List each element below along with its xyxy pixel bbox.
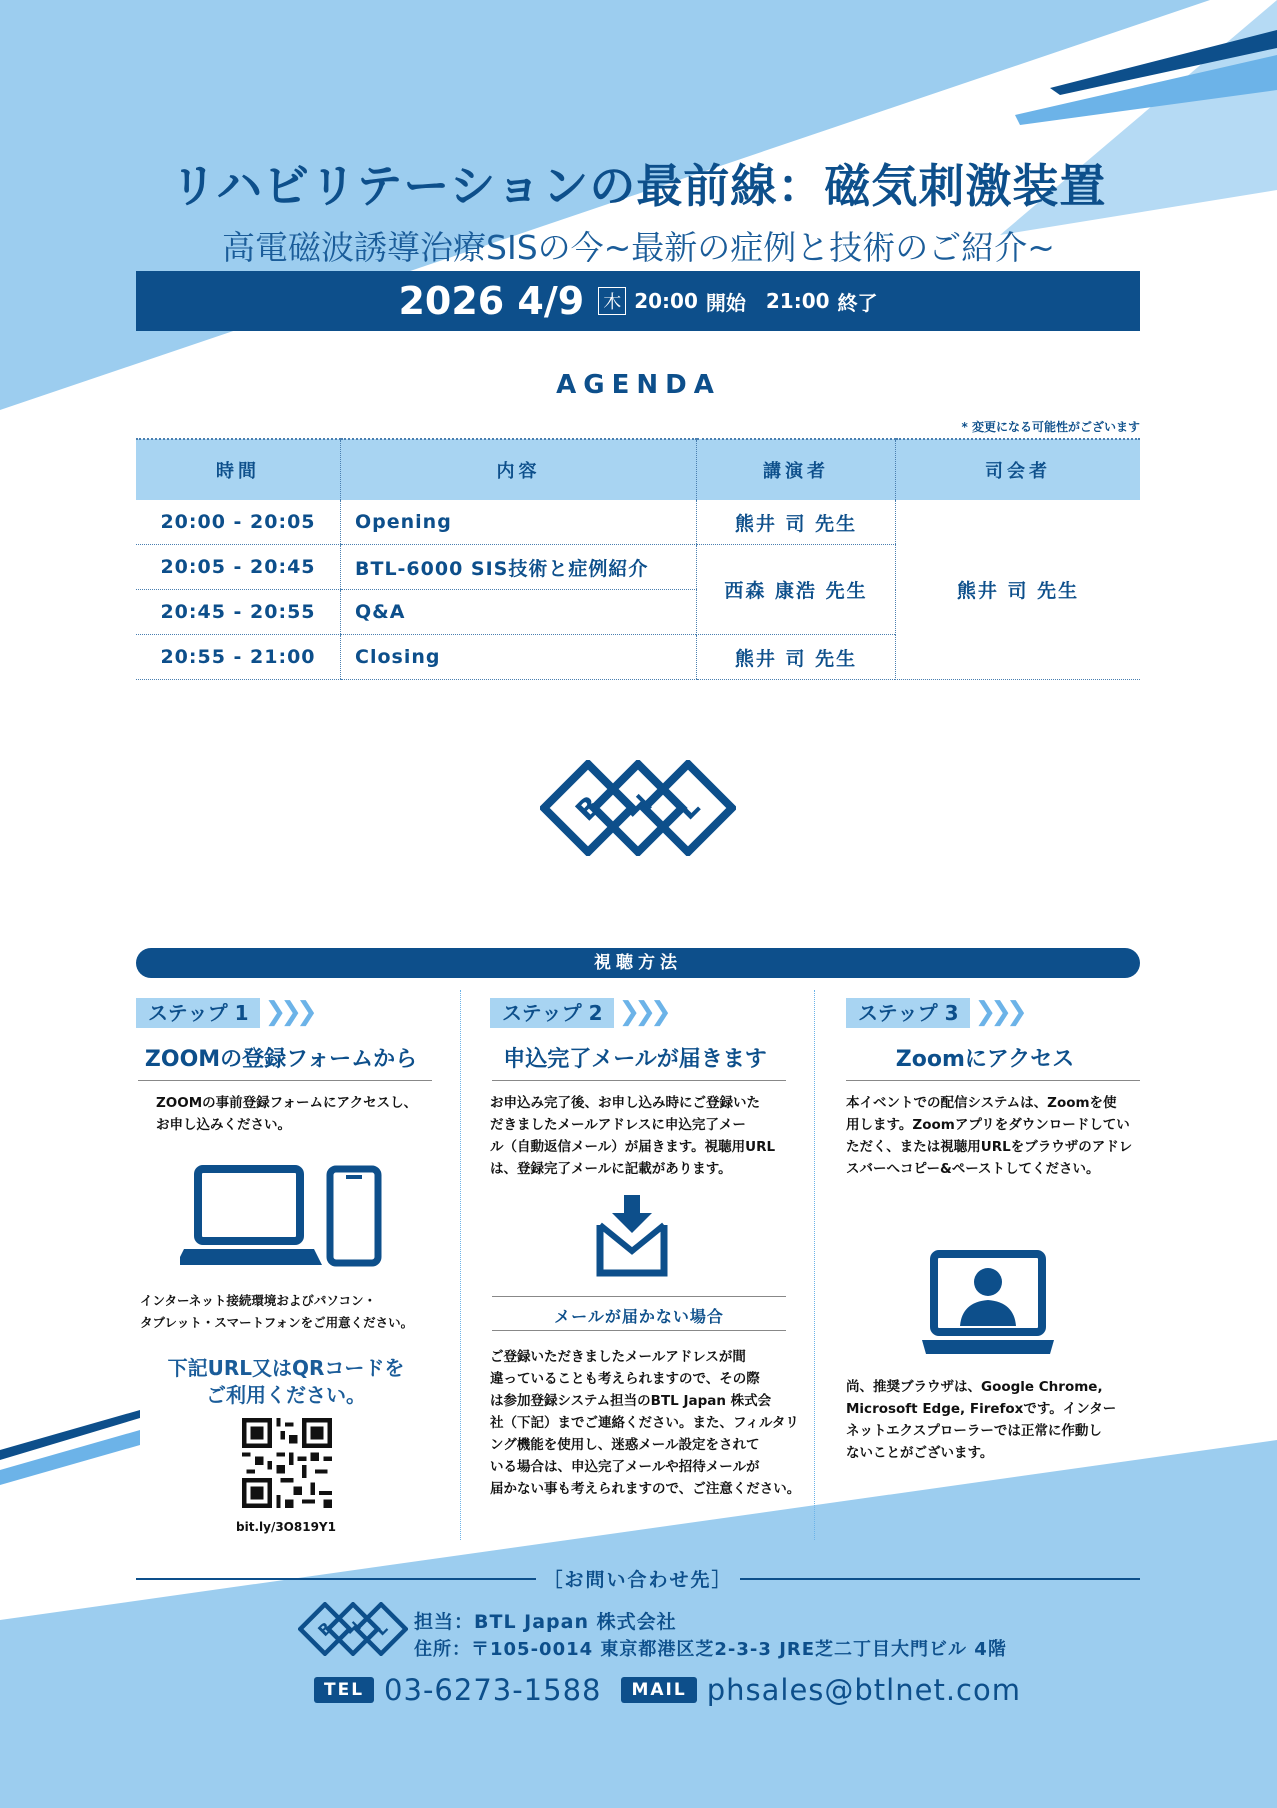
step1-device-note [140,1290,440,1334]
column-header-speaker: 講演者 [697,439,896,500]
agenda-heading: AGENDA [556,370,721,400]
step1-body [156,1092,446,1136]
step1-note-line: タブレット・スマートフォンをご用意ください。 [140,1315,414,1330]
column-header-host: 司会者 [896,439,1141,500]
btl-logo-small [298,1602,408,1656]
start-label: 開始 [705,290,746,315]
row-time: 20:05 - 20:45 [136,545,341,590]
chevron-arrows-icon: ❯❯❯ [264,997,312,1027]
step2-sub-title: メールが届かない場合 [554,1307,724,1326]
browser-note-line: 尚、推奨ブラウザは、Google Chrome, [846,1379,1103,1395]
step1-note-line: インターネット接続環境およびパソコン・ [140,1293,377,1308]
row-content: Q&A [341,590,697,635]
row-speaker: 熊井 司 先生 [697,635,896,680]
step2-body-line: ル（自動返信メール）が届きます。視聴用URL [490,1139,776,1155]
logo-letter-t: T [342,1618,364,1640]
sub-divider [492,1296,786,1297]
step1-title: ZOOMの登録フォームから [144,1047,418,1072]
qr-code[interactable] [242,1418,332,1508]
host-cell: 熊井 司 先生 [896,500,1141,680]
step1-label: ステップ 1 [136,998,260,1028]
step1-underline [138,1080,432,1081]
step1-tag [136,997,312,1027]
contact-phone-mail [314,1673,1021,1707]
step2-body [490,1092,800,1180]
step3-body [846,1092,1156,1180]
contact-person: 担当：BTL Japan 株式会社 [414,1611,677,1633]
sub-body-line: 違っていることも考えられますので、その際 [490,1371,760,1387]
step2-body-line: は、登録完了メールに記載があります。 [490,1161,732,1177]
sub-body-line: は参加登録システム担当のBTL Japan 株式会 [490,1393,772,1409]
step2-body-line: お申込み完了後、お申し込み時にご登録いた [490,1095,760,1111]
step2-body-line: だきましたメールアドレスに申込完了メー [490,1117,746,1133]
row-time: 20:00 - 20:05 [136,500,341,545]
video-call-icon [920,1250,1056,1358]
step1-body-line: お申し込みください。 [156,1117,291,1133]
sub-body-line: 届かない事も考えられますので、ご注意ください。 [490,1481,801,1497]
step3-tag [846,997,1022,1027]
btl-logo [540,760,736,856]
contact-address: 住所：〒105-0014 東京都港区芝2-3-3 JRE芝二丁目大門ビル 4階 [414,1639,1007,1660]
row-time: 20:55 - 21:00 [136,635,341,680]
step1-cta [136,1355,436,1409]
event-date: 2026 4/9 [398,279,585,323]
agenda-note: * 変更になる可能性がございます [961,420,1140,434]
step2-label: ステップ 2 [490,998,614,1028]
tel-number[interactable]: 03-6273-1588 [384,1673,602,1707]
step3-label: ステップ 3 [846,998,970,1028]
mail-label: MAIL [621,1677,696,1703]
logo-letter-l: L [370,1618,392,1640]
column-header-content: 内容 [341,439,697,500]
end-time: 21:00 [765,289,830,313]
row-content: Opening [341,500,697,545]
row-time: 20:45 - 20:55 [136,590,341,635]
chevron-arrows-icon: ❯❯❯ [618,997,666,1027]
date-bar [136,271,1140,331]
end-label: 終了 [837,290,878,315]
step2-underline [492,1080,786,1081]
agenda-table [136,438,1140,680]
tel-label: TEL [314,1677,374,1703]
step2-tag [490,997,666,1027]
step3-body-line: 本イベントでの配信システムは、Zoomを使 [846,1095,1117,1111]
logo-letter-l: L [670,790,707,827]
mail-download-icon [596,1195,668,1277]
column-divider [460,990,461,1540]
agenda-header-row [136,439,1140,500]
event-subtitle: 高電磁波誘導治療SISの今~最新の症例と技術のご紹介~ [222,228,1055,267]
cta-line: 下記URL又はQRコードを [167,1356,405,1380]
step3-body-line: ただく、または視聴用URLをブラウザのアドレ [846,1139,1133,1155]
logo-letter-b: B [569,789,608,828]
sub-body-line: 社（下記）までご連絡ください。また、フィルタリ [490,1415,799,1431]
contact-divider [740,1578,1140,1580]
table-row [136,500,1140,545]
contact-divider [136,1578,536,1580]
howto-heading: 視聴方法 [136,948,1140,978]
start-time: 20:00 [634,289,698,313]
step2-title: 申込完了メールが届きます [503,1047,767,1072]
step3-browser-note [846,1376,1156,1464]
logo-letter-b: B [314,1618,336,1641]
laptop-phone-icon [180,1165,390,1270]
row-speaker: 西森 康浩 先生 [697,545,896,635]
step3-body-line: 用します。Zoomアプリをダウンロードしてい [846,1117,1130,1133]
browser-note-line: Microsoft Edge, Firefoxです。インター [846,1401,1117,1417]
cta-line: ご利用ください。 [206,1383,366,1407]
chevron-arrows-icon: ❯❯❯ [974,997,1022,1027]
step1-body-line: ZOOMの事前登録フォームにアクセスし、 [156,1095,418,1111]
sub-divider [492,1330,786,1331]
sub-body-line: ング機能を使用し、迷惑メール設定をされて [490,1437,760,1453]
row-content: BTL-6000 SIS技術と症例紹介 [341,545,697,590]
contact-heading: ［お問い合わせ先］ [543,1569,733,1591]
qr-url[interactable]: bit.ly/3O819Y1 [236,1520,336,1534]
step2-sub-body [490,1346,810,1500]
row-content: Closing [341,635,697,680]
column-divider [814,990,815,1540]
column-header-time: 時間 [136,439,341,500]
mail-address[interactable]: phsales@btlnet.com [706,1673,1021,1707]
browser-note-line: ないことがございます。 [846,1445,994,1461]
browser-note-line: ネットエクスプローラーでは正常に作動し [846,1423,1102,1439]
sub-body-line: いる場合は、申込完了メールや招待メールが [490,1459,760,1475]
sub-body-line: ご登録いただきましたメールアドレスが間 [490,1349,746,1365]
logo-letter-t: T [619,789,657,827]
event-title: リハビリテーションの最前線：磁気刺激装置 [170,159,1107,213]
event-weekday: 木 [598,287,626,315]
step3-body-line: スバーへコピー&ペーストしてください。 [846,1161,1100,1177]
step3-underline [846,1080,1140,1081]
row-speaker: 熊井 司 先生 [697,500,896,545]
step3-title: Zoomにアクセス [895,1047,1075,1072]
